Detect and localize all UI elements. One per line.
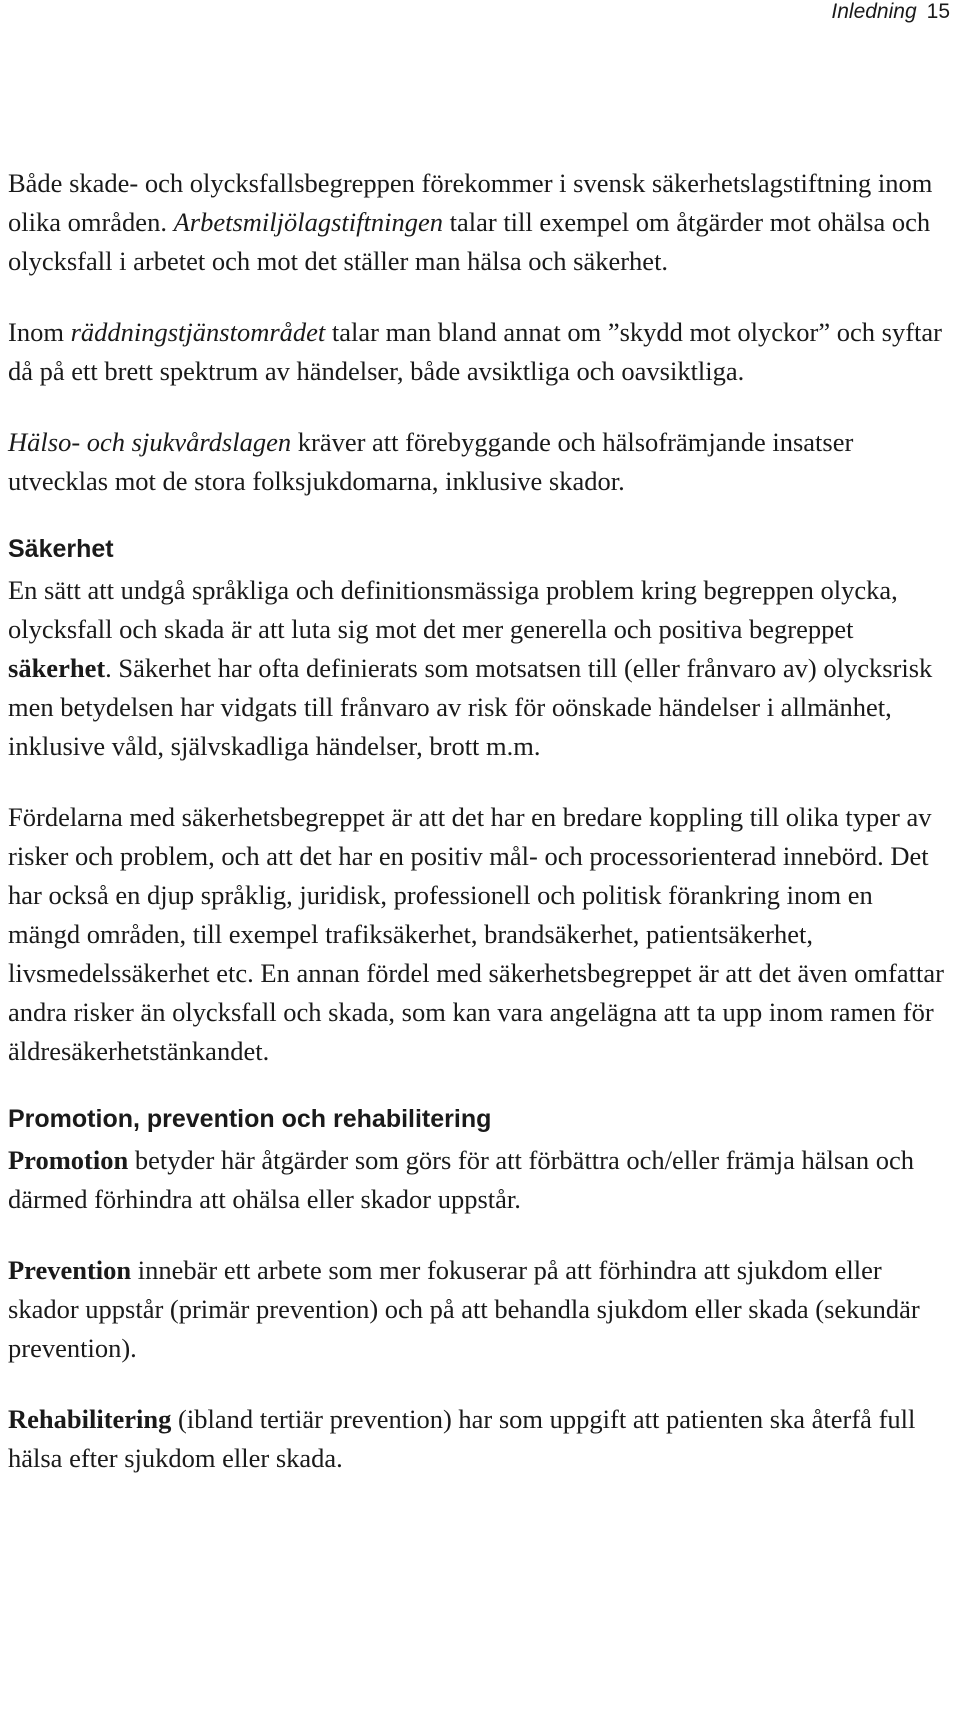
- intro-paragraph-2: [8, 313, 948, 391]
- text: betyder här åtgärder som görs för att förbättra och/eller främja hälsan och därmed förhindra att ohälsa eller skador uppstår.: [8, 1145, 915, 1214]
- text: . Säkerhet har ofta definierats som motsatsen till (eller frånvaro av) olycksrisk men betydelsen har vidgats till frånvaro av risk för oönskade händelser i allmänhet, inklusive våld, självskadliga händelser, brott m.m.: [8, 653, 933, 761]
- bold-term: Prevention: [8, 1255, 132, 1285]
- section-heading-promotion: Promotion, prevention och rehabilitering: [8, 1105, 492, 1133]
- sakerhet-paragraph-1: [8, 571, 948, 766]
- running-head-section: Inledning: [831, 0, 917, 23]
- intro-paragraph-1: [8, 164, 948, 281]
- page-number: 15: [926, 0, 950, 23]
- text: Inom: [8, 317, 71, 347]
- text: (ibland tertiär prevention) har som uppgift att patienten ska återfå full hälsa efter sjukdom eller skada.: [8, 1404, 916, 1473]
- intro-paragraph-3: [8, 423, 948, 501]
- section-heading-sakerhet: Säkerhet: [8, 535, 114, 563]
- text: talar man bland annat om ”skydd mot olyckor” och syftar då på ett brett spektrum av händelser, både avsiktliga och oavsiktliga.: [8, 317, 942, 386]
- italic-term: Arbetsmiljölagstiftningen: [173, 207, 443, 237]
- italic-term: räddningstjänstområdet: [70, 317, 326, 347]
- running-head: [831, 0, 950, 24]
- bold-term: Promotion: [8, 1145, 129, 1175]
- rehabilitering-paragraph: [8, 1400, 948, 1478]
- text: Både skade- och olycksfallsbegreppen förekommer i svensk säkerhetslagstiftning inom olika områden.: [8, 168, 933, 237]
- bold-term: Rehabilitering: [8, 1404, 172, 1434]
- bold-term: säkerhet: [8, 653, 106, 683]
- text: innebär ett arbete som mer fokuserar på att förhindra att sjukdom eller skador uppstår (primär prevention) och på att behandla sjukdom eller skada (sekundär prevention).: [8, 1255, 920, 1363]
- italic-term: Hälso- och sjukvårdslagen: [8, 427, 292, 457]
- page-body: [8, 164, 948, 1510]
- text: kräver att förebyggande och hälsofrämjande insatser utvecklas mot de stora folksjukdomarna, inklusive skador.: [8, 427, 854, 496]
- text: talar till exempel om åtgärder mot ohälsa och olycksfall i arbetet och mot det ställer man hälsa och säkerhet.: [8, 207, 931, 276]
- prevention-paragraph: [8, 1251, 948, 1368]
- promotion-paragraph: [8, 1141, 948, 1219]
- text: En sätt att undgå språkliga och definitionsmässiga problem kring begreppen olycka, olycksfall och skada är att luta sig mot det mer generella och positiva begreppet: [8, 575, 898, 644]
- sakerhet-paragraph-2: Fördelarna med säkerhetsbegreppet är att det har en bredare koppling till olika typer av risker och problem, och att det har en positiv mål- och processorienterad innebörd. Det har också en djup språklig, juridisk, professionell och politisk förankring inom en mängd områden, till exempel trafiksäkerhet, brandsäkerhet, patientsäkerhet, livsmedelssäkerhet etc. En annan fördel med säkerhetsbegreppet är att det även omfattar andra risker än olycksfall och skada, som kan vara angelägna att ta upp inom ramen för äldresäkerhetstänkandet.: [8, 802, 944, 1066]
